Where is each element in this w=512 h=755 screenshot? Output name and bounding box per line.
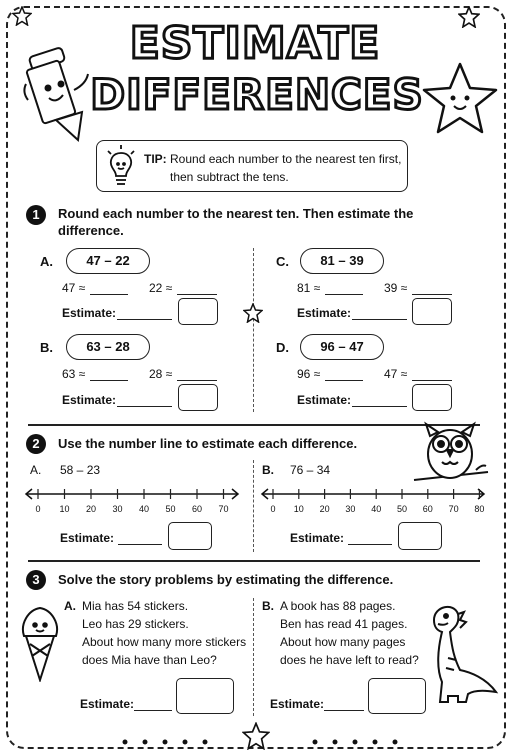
star-decoration-icon — [12, 6, 32, 26]
pencil-mascot-icon — [18, 40, 98, 150]
answer-blank[interactable] — [177, 294, 217, 295]
problem-expression: 76 – 34 — [290, 463, 331, 477]
section-divider — [28, 560, 480, 562]
section-instruction: Use the number line to estimate each difference. — [58, 436, 358, 451]
answer-blank[interactable] — [325, 380, 363, 381]
dot-decoration-icon — [120, 737, 400, 747]
answer-blank[interactable] — [412, 380, 452, 381]
round-label: 47 ≈ — [62, 281, 86, 295]
problem-expression: 96 – 47 — [300, 334, 384, 360]
column-divider — [253, 460, 254, 552]
title-line-2: DIFFERENCES — [90, 70, 424, 119]
title-line-1: ESTIMATE — [129, 18, 381, 69]
estimate-label: Estimate: — [270, 697, 325, 711]
star-decoration-icon — [458, 6, 480, 28]
estimate-label: Estimate: — [62, 393, 117, 407]
answer-blank[interactable] — [412, 294, 452, 295]
number-line-tick-label: 80 — [474, 504, 485, 514]
estimate-label: Estimate: — [62, 306, 117, 320]
estimate-label: Estimate: — [297, 306, 352, 320]
estimate-answer-box[interactable] — [412, 384, 452, 411]
problem-expression: 47 – 22 — [66, 248, 150, 274]
problem-letter: A. — [40, 254, 53, 269]
problem-letter: B. — [40, 340, 53, 355]
number-line-tick-label: 70 — [218, 504, 229, 514]
lightbulb-icon — [104, 143, 138, 189]
number-line-tick-label: 70 — [448, 504, 459, 514]
number-line-tick-label: 20 — [85, 504, 97, 514]
problem-letter: B. — [262, 463, 274, 477]
column-divider — [253, 248, 254, 412]
estimate-answer-box[interactable] — [168, 522, 212, 550]
section-number: 2 — [26, 434, 46, 454]
estimate-label: Estimate: — [297, 393, 352, 407]
problem-letter: C. — [276, 254, 289, 269]
number-line-tick-label: 0 — [35, 504, 41, 514]
dinosaur-icon — [424, 598, 502, 710]
estimate-blank[interactable] — [348, 544, 392, 545]
estimate-label: Estimate: — [60, 531, 115, 545]
number-line-tick-label: 40 — [138, 504, 150, 514]
estimate-answer-box[interactable] — [398, 522, 442, 550]
number-line-tick-label: 0 — [270, 504, 276, 514]
estimate-blank[interactable] — [117, 406, 172, 407]
tip-text-line-2: then subtract the tens. — [170, 170, 289, 184]
story-line: Mia has 54 stickers. — [82, 599, 189, 613]
estimate-answer-box[interactable] — [368, 678, 426, 714]
estimate-blank[interactable] — [352, 319, 407, 320]
number-line-tick-label: 50 — [396, 504, 408, 514]
estimate-answer-box[interactable] — [176, 678, 234, 714]
section-number: 3 — [26, 570, 46, 590]
number-line-tick-label: 40 — [371, 504, 382, 514]
estimate-answer-box[interactable] — [178, 298, 218, 325]
number-line-tick-label: 50 — [165, 504, 176, 514]
round-label: 81 ≈ — [297, 281, 321, 295]
star-decoration-icon — [243, 303, 263, 323]
number-line-a — [22, 484, 244, 518]
number-line-tick-label: 10 — [59, 504, 70, 514]
problem-letter: B. — [262, 599, 274, 613]
story-line: does Mia have than Leo? — [82, 653, 217, 667]
round-label: 28 ≈ — [149, 367, 173, 381]
story-line: does he have left to read? — [280, 653, 419, 667]
number-line-tick-label: 60 — [191, 504, 203, 514]
round-label: 22 ≈ — [149, 281, 173, 295]
tip-box — [96, 140, 408, 192]
number-line-tick-label: 10 — [293, 504, 304, 514]
story-line: About how many more stickers — [82, 635, 247, 649]
answer-blank[interactable] — [177, 380, 217, 381]
estimate-answer-box[interactable] — [178, 384, 218, 411]
story-line: A book has 88 pages. — [280, 599, 396, 613]
estimate-blank[interactable] — [352, 406, 407, 407]
number-line-tick-label: 30 — [345, 504, 356, 514]
section-instruction: Round each number to the nearest ten. Then estimate the — [58, 206, 414, 221]
story-line: About how many pages — [280, 635, 406, 649]
estimate-answer-box[interactable] — [412, 298, 452, 325]
answer-blank[interactable] — [325, 294, 363, 295]
story-line: Ben has read 41 pages. — [280, 617, 408, 631]
estimate-blank[interactable] — [134, 710, 172, 711]
tip-label: TIP: — [144, 152, 167, 166]
answer-blank[interactable] — [90, 380, 128, 381]
column-divider — [253, 598, 254, 716]
number-line-tick-label: 30 — [112, 504, 123, 514]
section-instruction: Solve the story problems by estimating the difference. — [58, 572, 394, 587]
problem-expression: 58 – 23 — [60, 463, 101, 477]
section-instruction: difference. — [58, 223, 124, 238]
owl-icon — [410, 414, 492, 488]
ice-cream-icon — [18, 600, 62, 682]
problem-expression: 63 – 28 — [66, 334, 150, 360]
story-line: Leo has 29 stickers. — [82, 617, 189, 631]
problem-letter: D. — [276, 340, 289, 355]
section-number: 1 — [26, 205, 46, 225]
problem-expression: 81 – 39 — [300, 248, 384, 274]
number-line-b — [258, 484, 490, 518]
problem-letter: A. — [64, 599, 76, 613]
round-label: 96 ≈ — [297, 367, 321, 381]
star-mascot-icon — [420, 60, 500, 140]
estimate-blank[interactable] — [118, 544, 162, 545]
estimate-blank[interactable] — [117, 319, 172, 320]
round-label: 39 ≈ — [384, 281, 408, 295]
estimate-blank[interactable] — [324, 710, 364, 711]
tip-text-line-1: Round each number to the nearest ten first, — [170, 152, 402, 166]
round-label: 63 ≈ — [62, 367, 86, 381]
answer-blank[interactable] — [90, 294, 128, 295]
problem-letter: A. — [30, 463, 42, 477]
estimate-label: Estimate: — [80, 697, 135, 711]
number-line-tick-label: 20 — [319, 504, 330, 514]
round-label: 47 ≈ — [384, 367, 408, 381]
estimate-label: Estimate: — [290, 531, 345, 545]
number-line-tick-label: 60 — [422, 504, 433, 514]
